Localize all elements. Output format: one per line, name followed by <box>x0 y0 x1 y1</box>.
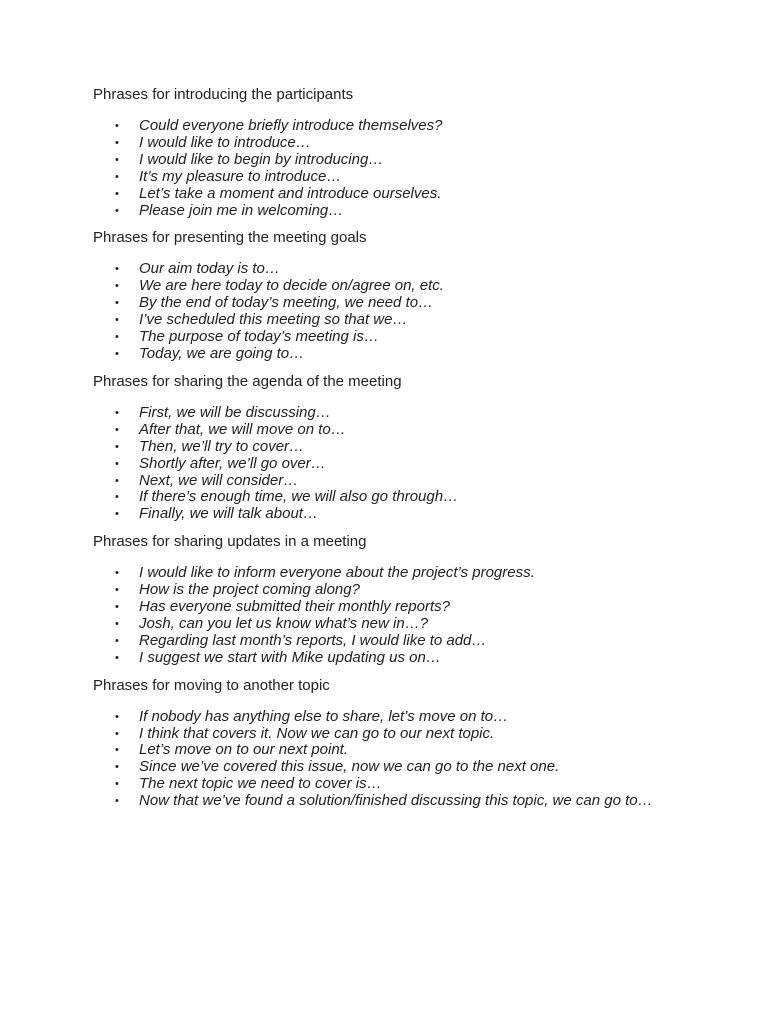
phrase-text: We are here today to decide on/agree on, etc. <box>139 277 444 295</box>
section-updates <box>93 533 733 666</box>
phrase-text: I’ve scheduled this meeting so that we… <box>139 311 408 329</box>
bullet-icon: • <box>115 584 119 597</box>
bullet-icon: • <box>115 263 119 276</box>
bullet-icon: • <box>115 795 119 808</box>
phrase-text: How is the project coming along? <box>139 581 360 599</box>
list-item <box>93 135 733 152</box>
bullet-icon: • <box>115 710 119 723</box>
list-item <box>93 203 733 220</box>
list-item <box>93 759 733 776</box>
list-item <box>93 261 733 278</box>
bullet-icon: • <box>115 727 119 740</box>
phrase-text: Then, we’ll try to cover… <box>139 437 305 455</box>
phrase-text: I suggest we start with Mike updating us on… <box>139 648 441 666</box>
phrase-text: Now that we’ve found a solution/finished discussing this topic, we can go to… <box>139 792 653 810</box>
bullet-icon: • <box>115 457 119 470</box>
bullet-icon: • <box>115 347 119 360</box>
section-heading: Phrases for moving to another topic <box>93 676 330 694</box>
section-moving-topic <box>93 677 733 810</box>
phrase-text: Let’s take a moment and introduce ourselves. <box>139 184 442 202</box>
bullet-icon: • <box>115 153 119 166</box>
phrase-text: Let’s move on to our next point. <box>139 741 349 759</box>
bullet-icon: • <box>115 601 119 614</box>
phrase-text: Since we’ve covered this issue, now we can go to the next one. <box>139 758 560 776</box>
section-introducing-participants <box>93 86 733 219</box>
bullet-icon: • <box>115 136 119 149</box>
bullet-icon: • <box>115 761 119 774</box>
bullet-icon: • <box>115 280 119 293</box>
list-item <box>93 726 733 743</box>
bullet-icon: • <box>115 297 119 310</box>
list-item <box>93 650 733 667</box>
bullet-icon: • <box>115 120 119 132</box>
phrase-list <box>93 118 733 219</box>
section-heading: Phrases for introducing the participants <box>93 86 354 103</box>
bullet-icon: • <box>115 314 119 327</box>
bullet-icon: • <box>115 423 119 436</box>
bullet-icon: • <box>115 170 119 183</box>
phrase-list <box>93 405 733 523</box>
list-item <box>93 169 733 186</box>
phrase-text: Our aim today is to… <box>139 260 280 278</box>
bullet-icon: • <box>115 778 119 791</box>
phrase-text: The next topic we need to cover is… <box>139 775 382 793</box>
list-item <box>93 295 733 312</box>
document-page <box>93 86 733 810</box>
phrase-text: After that, we will move on to… <box>139 420 346 438</box>
phrase-text: I think that covers it. Now we can go to our next topic. <box>139 724 495 742</box>
bullet-icon: • <box>115 567 119 580</box>
list-item <box>93 456 733 473</box>
list-item <box>93 329 733 346</box>
phrase-list <box>93 261 733 362</box>
bullet-icon: • <box>115 744 119 757</box>
list-item <box>93 489 733 506</box>
list-item <box>93 422 733 439</box>
bullet-icon: • <box>115 651 119 664</box>
bullet-icon: • <box>115 617 119 630</box>
list-item <box>93 473 733 490</box>
list-item <box>93 633 733 650</box>
list-item <box>93 709 733 726</box>
section-agenda <box>93 373 733 523</box>
list-item <box>93 793 733 810</box>
phrase-text: Has everyone submitted their monthly reports? <box>139 598 450 616</box>
bullet-icon: • <box>115 474 119 487</box>
phrase-list <box>93 565 733 666</box>
phrase-text: Finally, we will talk about… <box>139 505 318 523</box>
list-item <box>93 152 733 169</box>
list-item <box>93 565 733 582</box>
phrase-text: If there’s enough time, we will also go through… <box>139 488 459 506</box>
list-item <box>93 599 733 616</box>
list-item <box>93 776 733 793</box>
phrase-text: Regarding last month’s reports, I would like to add… <box>139 631 487 649</box>
phrase-text: If nobody has anything else to share, let’s move on to… <box>139 707 509 725</box>
list-item <box>93 312 733 329</box>
list-item <box>93 346 733 363</box>
phrase-text: I would like to inform everyone about the project’s progress. <box>139 564 535 582</box>
section-heading: Phrases for sharing updates in a meeting <box>93 533 367 551</box>
bullet-icon: • <box>115 440 119 453</box>
section-heading: Phrases for presenting the meeting goals <box>93 229 367 247</box>
list-item <box>93 506 733 523</box>
list-item <box>93 186 733 203</box>
bullet-icon: • <box>115 634 119 647</box>
phrase-list <box>93 709 733 810</box>
phrase-text: I would like to begin by introducing… <box>139 150 384 168</box>
bullet-icon: • <box>115 187 119 200</box>
list-item <box>93 616 733 633</box>
bullet-icon: • <box>115 508 119 521</box>
list-item <box>93 405 733 422</box>
phrase-text: By the end of today’s meeting, we need to… <box>139 294 434 312</box>
phrase-text: It’s my pleasure to introduce… <box>139 167 342 185</box>
list-item <box>93 118 733 135</box>
phrase-text: Shortly after, we’ll go over… <box>139 454 326 472</box>
phrase-text: Please join me in welcoming… <box>139 201 344 219</box>
phrase-text: Could everyone briefly introduce themselves? <box>139 117 443 134</box>
phrase-text: I would like to introduce… <box>139 133 311 151</box>
bullet-icon: • <box>115 204 119 217</box>
list-item <box>93 742 733 759</box>
list-item <box>93 582 733 599</box>
section-heading: Phrases for sharing the agenda of the meeting <box>93 372 402 390</box>
phrase-text: Josh, can you let us know what’s new in…? <box>139 614 429 632</box>
phrase-text: Today, we are going to… <box>139 344 305 362</box>
phrase-text: Next, we will consider… <box>139 471 299 489</box>
section-meeting-goals <box>93 229 733 362</box>
phrase-text: First, we will be discussing… <box>139 403 331 421</box>
bullet-icon: • <box>115 406 119 419</box>
phrase-text: The purpose of today’s meeting is… <box>139 328 379 346</box>
bullet-icon: • <box>115 331 119 344</box>
bullet-icon: • <box>115 491 119 504</box>
list-item <box>93 278 733 295</box>
list-item <box>93 439 733 456</box>
